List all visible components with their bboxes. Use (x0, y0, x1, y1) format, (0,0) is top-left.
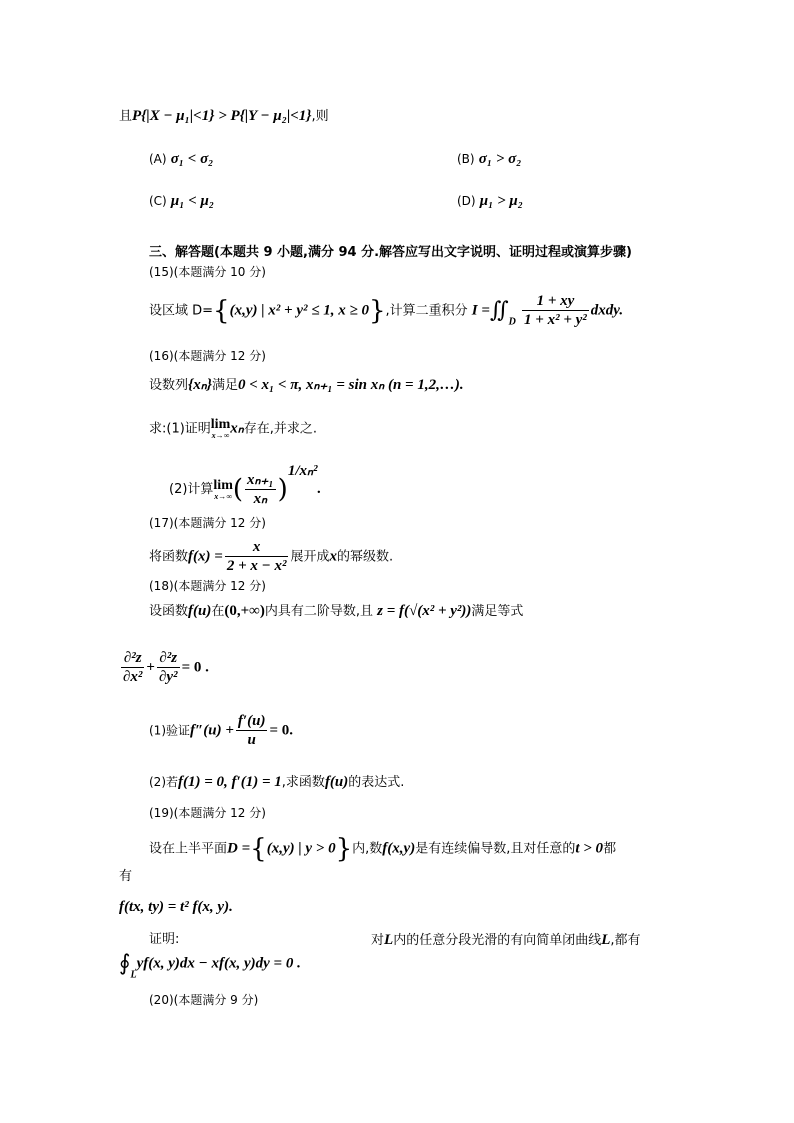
q15-text1: 设区域 D= (149, 303, 214, 319)
q20-header: (20)(本题满分 9 分) (149, 993, 259, 1007)
q18-part2-tail: ,求函数 (281, 775, 325, 790)
option-a (149, 152, 213, 167)
q19-prove-line: 对L内的任意分段光滑的有向简单闭曲线L,都有 (371, 932, 641, 948)
q16-line2: 求:(1)证明 lim x→∞ xₙ存在,并求之. (149, 417, 317, 440)
q15-integral-tail: dxdy. (590, 302, 624, 319)
q16-line1: 设数列{xₙ}满足0 < x₁ < π, xₙ₊₁ = sin xₙ (n = 1,2,…). (149, 377, 464, 393)
option-d (457, 194, 523, 209)
option-expr: μ₁ < μ₂ (170, 193, 215, 209)
q17-text1: 将函数 (149, 549, 189, 565)
q15-region: (x,y) | x² + y² ≤ 1, x ≥ 0 (229, 302, 369, 319)
q19-line1: 设在上半平面D ={(x,y) | y > 0}内,数f(x,y)是有连续偏导数,且对任意的t > 0都 (149, 834, 617, 864)
q16-condition: 0 < x₁ < π, xₙ₊₁ = sin xₙ (n = 1,2,…). (237, 377, 464, 393)
option-c (149, 194, 214, 209)
q19-prove (149, 933, 179, 946)
q16-header: (16)(本题满分 12 分) (149, 349, 266, 363)
option-expr: σ₁ > σ₂ (478, 151, 522, 167)
intro-suffix: ,则 (311, 109, 329, 124)
option-expr: μ₁ > μ₂ (479, 193, 523, 209)
option-b (457, 152, 521, 167)
q19-prove-text3: ,都有 (610, 933, 641, 948)
q19-homogeneous: f(tx, ty) = t² f(x, y). (119, 899, 233, 915)
q19-text5: 有 (119, 869, 133, 884)
section-heading: 三、解答题(本题共 9 小题,满分 94 分.解答应写出文字说明、证明过程或演算步骤) (149, 245, 632, 260)
q17-text2: 展开成 (290, 549, 330, 565)
option-label: (C) (149, 194, 167, 208)
q19-text2: 内,数 (352, 841, 383, 857)
q19-text1: 设在上半平面 (149, 841, 228, 857)
q15-integral-den: 1 + x² + y² (524, 312, 587, 328)
q18-text1: 设函数 (149, 604, 189, 619)
q16-line1-b: 满足 (211, 378, 238, 393)
q19-header: (19)(本题满分 12 分) (149, 806, 266, 820)
q18-part1-label: (1)验证 (149, 723, 190, 738)
intro-prefix: 且 (119, 109, 133, 124)
q19-prove-text2: 内的任意分段光滑的有向简单闭曲线 (393, 933, 602, 948)
q18-part2: (2)若f(1) = 0, f′(1) = 1,求函数f(u)的表达式. (149, 774, 405, 790)
q18-part2-label: (2)若 (149, 775, 178, 789)
q15-header: (15)(本题满分 10 分) (149, 265, 266, 279)
q18-header: (18)(本题满分 12 分) (149, 579, 266, 593)
intro-line (119, 109, 329, 124)
q18-text4: 满足等式 (471, 604, 524, 619)
q19-text3: 是有连续偏导数,且对任意的 (415, 841, 576, 857)
q16-line2-a: 求:(1)证明 (149, 421, 211, 437)
q18-text2: 在 (211, 604, 225, 619)
q19-integral: $∮_Lyf(x$, y)dx − xf(x, y)dy = 0 . (119, 951, 301, 981)
q18-equation: $\frac{\text{∂²z}}{\text{∂x²}}$ + $\frac{\text{∂²z}}{\text{∂y²}}$ = 0 . (123, 650, 209, 685)
q18-part2-end: 的表达式. (348, 775, 405, 790)
q18-line1: 设函数f(u)在(0,+∞)内具有二阶导数,且 z = f(√(x² + y²))满足等式 (149, 603, 524, 619)
q17-body: 将函数f(x) = $\frac{x}{\text{2 + x − x²}}$ 展开成x的幂级数. (149, 539, 394, 574)
option-label: (A) (149, 152, 167, 166)
q18-text3: 内具有二阶导数,且 (264, 604, 373, 619)
option-label: (B) (457, 152, 475, 166)
q15-integral-num: 1 + xy (522, 294, 589, 311)
q17-header: (17)(本题满分 12 分) (149, 516, 266, 530)
q15-body: 设区域 D={(x,y) | x² + y² ≤ 1, x ≥ 0},计算二重积分 $I =∬_D$ $\frac{1 + xy}{\text{1 + x² + y²}}$ dxdy. (149, 293, 624, 328)
q17-num: x (225, 540, 289, 557)
q15-text2: ,计算二重积分 (385, 303, 468, 319)
q15-integrand (522, 294, 589, 328)
q16-line3: (2)计算 lim x→∞ ( $\frac{\text{xₙ₊₁}}{\text{xₙ}}$ )$^{1/x_n^2}$. (169, 463, 322, 507)
option-expr: σ₁ < σ₂ (170, 151, 214, 167)
q19-prove-text1: 对 (371, 933, 385, 948)
q16-line2-b: 存在,并求之. (243, 421, 317, 437)
q16-line1-a: 设数列 (149, 378, 189, 393)
q17-den: 2 + x − x² (226, 558, 287, 574)
intro-formula: P{|X − μ₁|<1} > P{|Y − μ₂|<1} (132, 108, 312, 124)
option-label: (D) (457, 194, 476, 208)
q17-text3: 的幂级数. (336, 549, 394, 565)
q19-prove-label: 证明: (149, 932, 180, 947)
q18-part1: (1)验证f″(u) + $\frac{f'(u)}{u}$ = 0. (149, 713, 294, 748)
q19-text4: 都 (603, 841, 617, 857)
q16-line3-a: (2)计算 (169, 482, 214, 497)
